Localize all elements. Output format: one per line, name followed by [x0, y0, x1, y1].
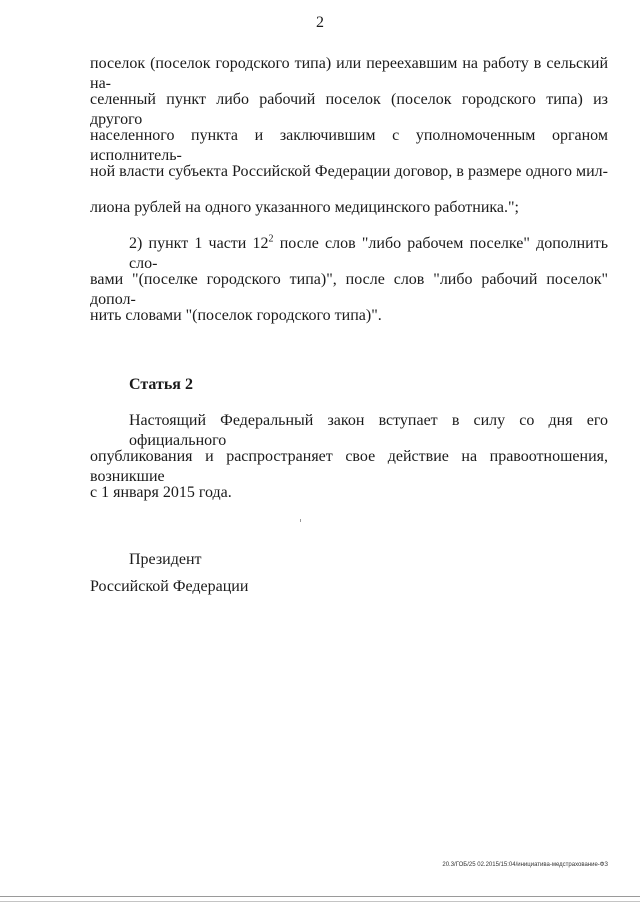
scan-speck — [300, 519, 301, 522]
superscript-number: 2 — [268, 233, 274, 245]
scan-edge-line-lower — [0, 901, 640, 902]
signature-title: Президент — [129, 551, 202, 568]
body-line-4: ной власти субъекта Российской Федерации договор, в размере одного мил- — [90, 163, 608, 180]
footer-document-code: 20.3/ГОБ/25 02.2015/15:04/инициатива-медстрахование-ФЗ — [442, 862, 608, 868]
amendment-line-3: нить словами "(поселок городского типа)". — [90, 307, 382, 324]
article-line-1: Настоящий Федеральный закон вступает в силу со дня его официального — [129, 412, 608, 449]
body-line-5: лиона рублей на одного указанного медицинского работника."; — [90, 199, 519, 216]
amendment-text-before: 2) пункт 1 части 12 — [129, 235, 269, 252]
body-line-1: поселок (поселок городского типа) или переехавшим на работу в сельский на- — [90, 55, 608, 92]
body-line-3: населенного пункта и заключившим с уполномоченным органом исполнитель- — [90, 127, 608, 164]
amendment-text-after: после слов "либо рабочем поселке" дополнить сло- — [129, 235, 608, 272]
article-line-2: опубликования и распространяет свое действие на правоотношения, возникшие — [90, 448, 608, 485]
article-heading: Статья 2 — [129, 376, 193, 393]
signature-organization: Российской Федерации — [90, 578, 249, 595]
page-number: 2 — [316, 14, 324, 31]
scan-edge-line — [0, 896, 640, 897]
article-line-3: с 1 января 2015 года. — [90, 484, 232, 501]
amendment-line-2: вами "(поселке городского типа)", после слов "либо рабочий поселок" допол- — [90, 271, 608, 308]
amendment-line-1 — [129, 234, 608, 274]
body-line-2: селенный пункт либо рабочий поселок (поселок городского типа) из другого — [90, 91, 608, 128]
